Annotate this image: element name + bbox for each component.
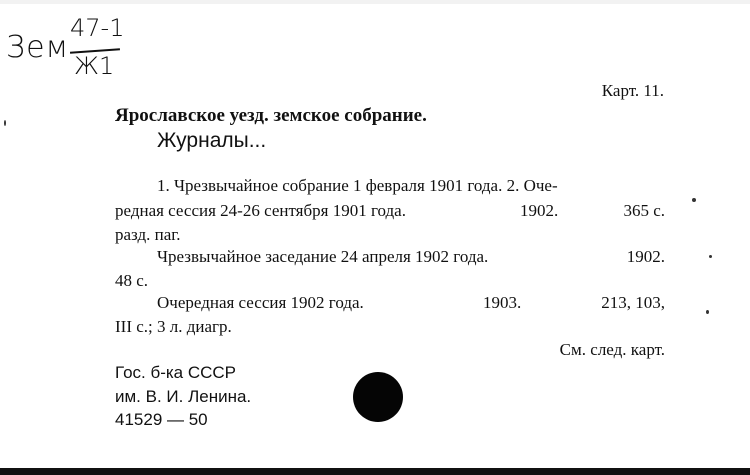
entry-1-year: 1902.: [520, 201, 559, 220]
entry-3-year: 1903.: [483, 293, 522, 312]
entry-2-text: Чрезвычайное заседание 24 апреля 1902 года.: [157, 247, 489, 266]
handwritten-prefix: Зем: [6, 30, 70, 65]
entry-3-line-1: [115, 292, 665, 314]
entry-1-line-2: [115, 200, 665, 222]
scan-speck: [706, 310, 709, 314]
entry-1-line-3: [115, 224, 665, 246]
entry-1-line-1: [115, 175, 665, 197]
punch-hole: [353, 372, 403, 422]
entry-3-extras: III с.; 3 л. диагр.: [115, 317, 232, 336]
card-number: Карт. 11.: [601, 81, 664, 100]
handwritten-denominator: Ж1: [74, 52, 115, 80]
card-title: Ярославское уезд. земское собрание.: [115, 105, 427, 126]
entry-2-line-2: [115, 270, 665, 292]
entry-1-text: 1. Чрезвычайное собрание 1 февраля 1901 года. 2. Оче-: [157, 176, 558, 195]
entry-3-line-2: [115, 316, 665, 338]
scan-speck: [692, 198, 696, 202]
entry-3-text: Очередная сессия 1902 года.: [157, 293, 364, 312]
see-next-line: [115, 339, 665, 361]
handwritten-numerator: 47-1: [70, 14, 125, 42]
entry-2-line-1: [115, 246, 665, 268]
see-next-card: См. след. карт.: [559, 340, 665, 359]
scan-speck: [4, 120, 6, 126]
card-subtitle: Журналы...: [157, 129, 267, 152]
library-line-2: им. В. И. Ленина.: [115, 387, 252, 406]
entry-1-session: редная сессия 24-26 сентября 1901 года.: [115, 201, 406, 220]
card-top-edge: [0, 0, 750, 4]
entry-3-pages: 213, 103,: [601, 293, 665, 312]
entry-1-pages: 365 с.: [623, 201, 665, 220]
library-line-1: Гос. б-ка СССР: [115, 363, 237, 382]
entry-2-pages: 48 с.: [115, 271, 149, 290]
entry-1-pagination: разд. паг.: [115, 225, 181, 244]
entry-2-year: 1902.: [626, 247, 665, 266]
scan-speck: [709, 255, 712, 258]
card-bottom-edge: [0, 468, 750, 475]
library-line-3: 41529 — 50: [115, 410, 208, 429]
